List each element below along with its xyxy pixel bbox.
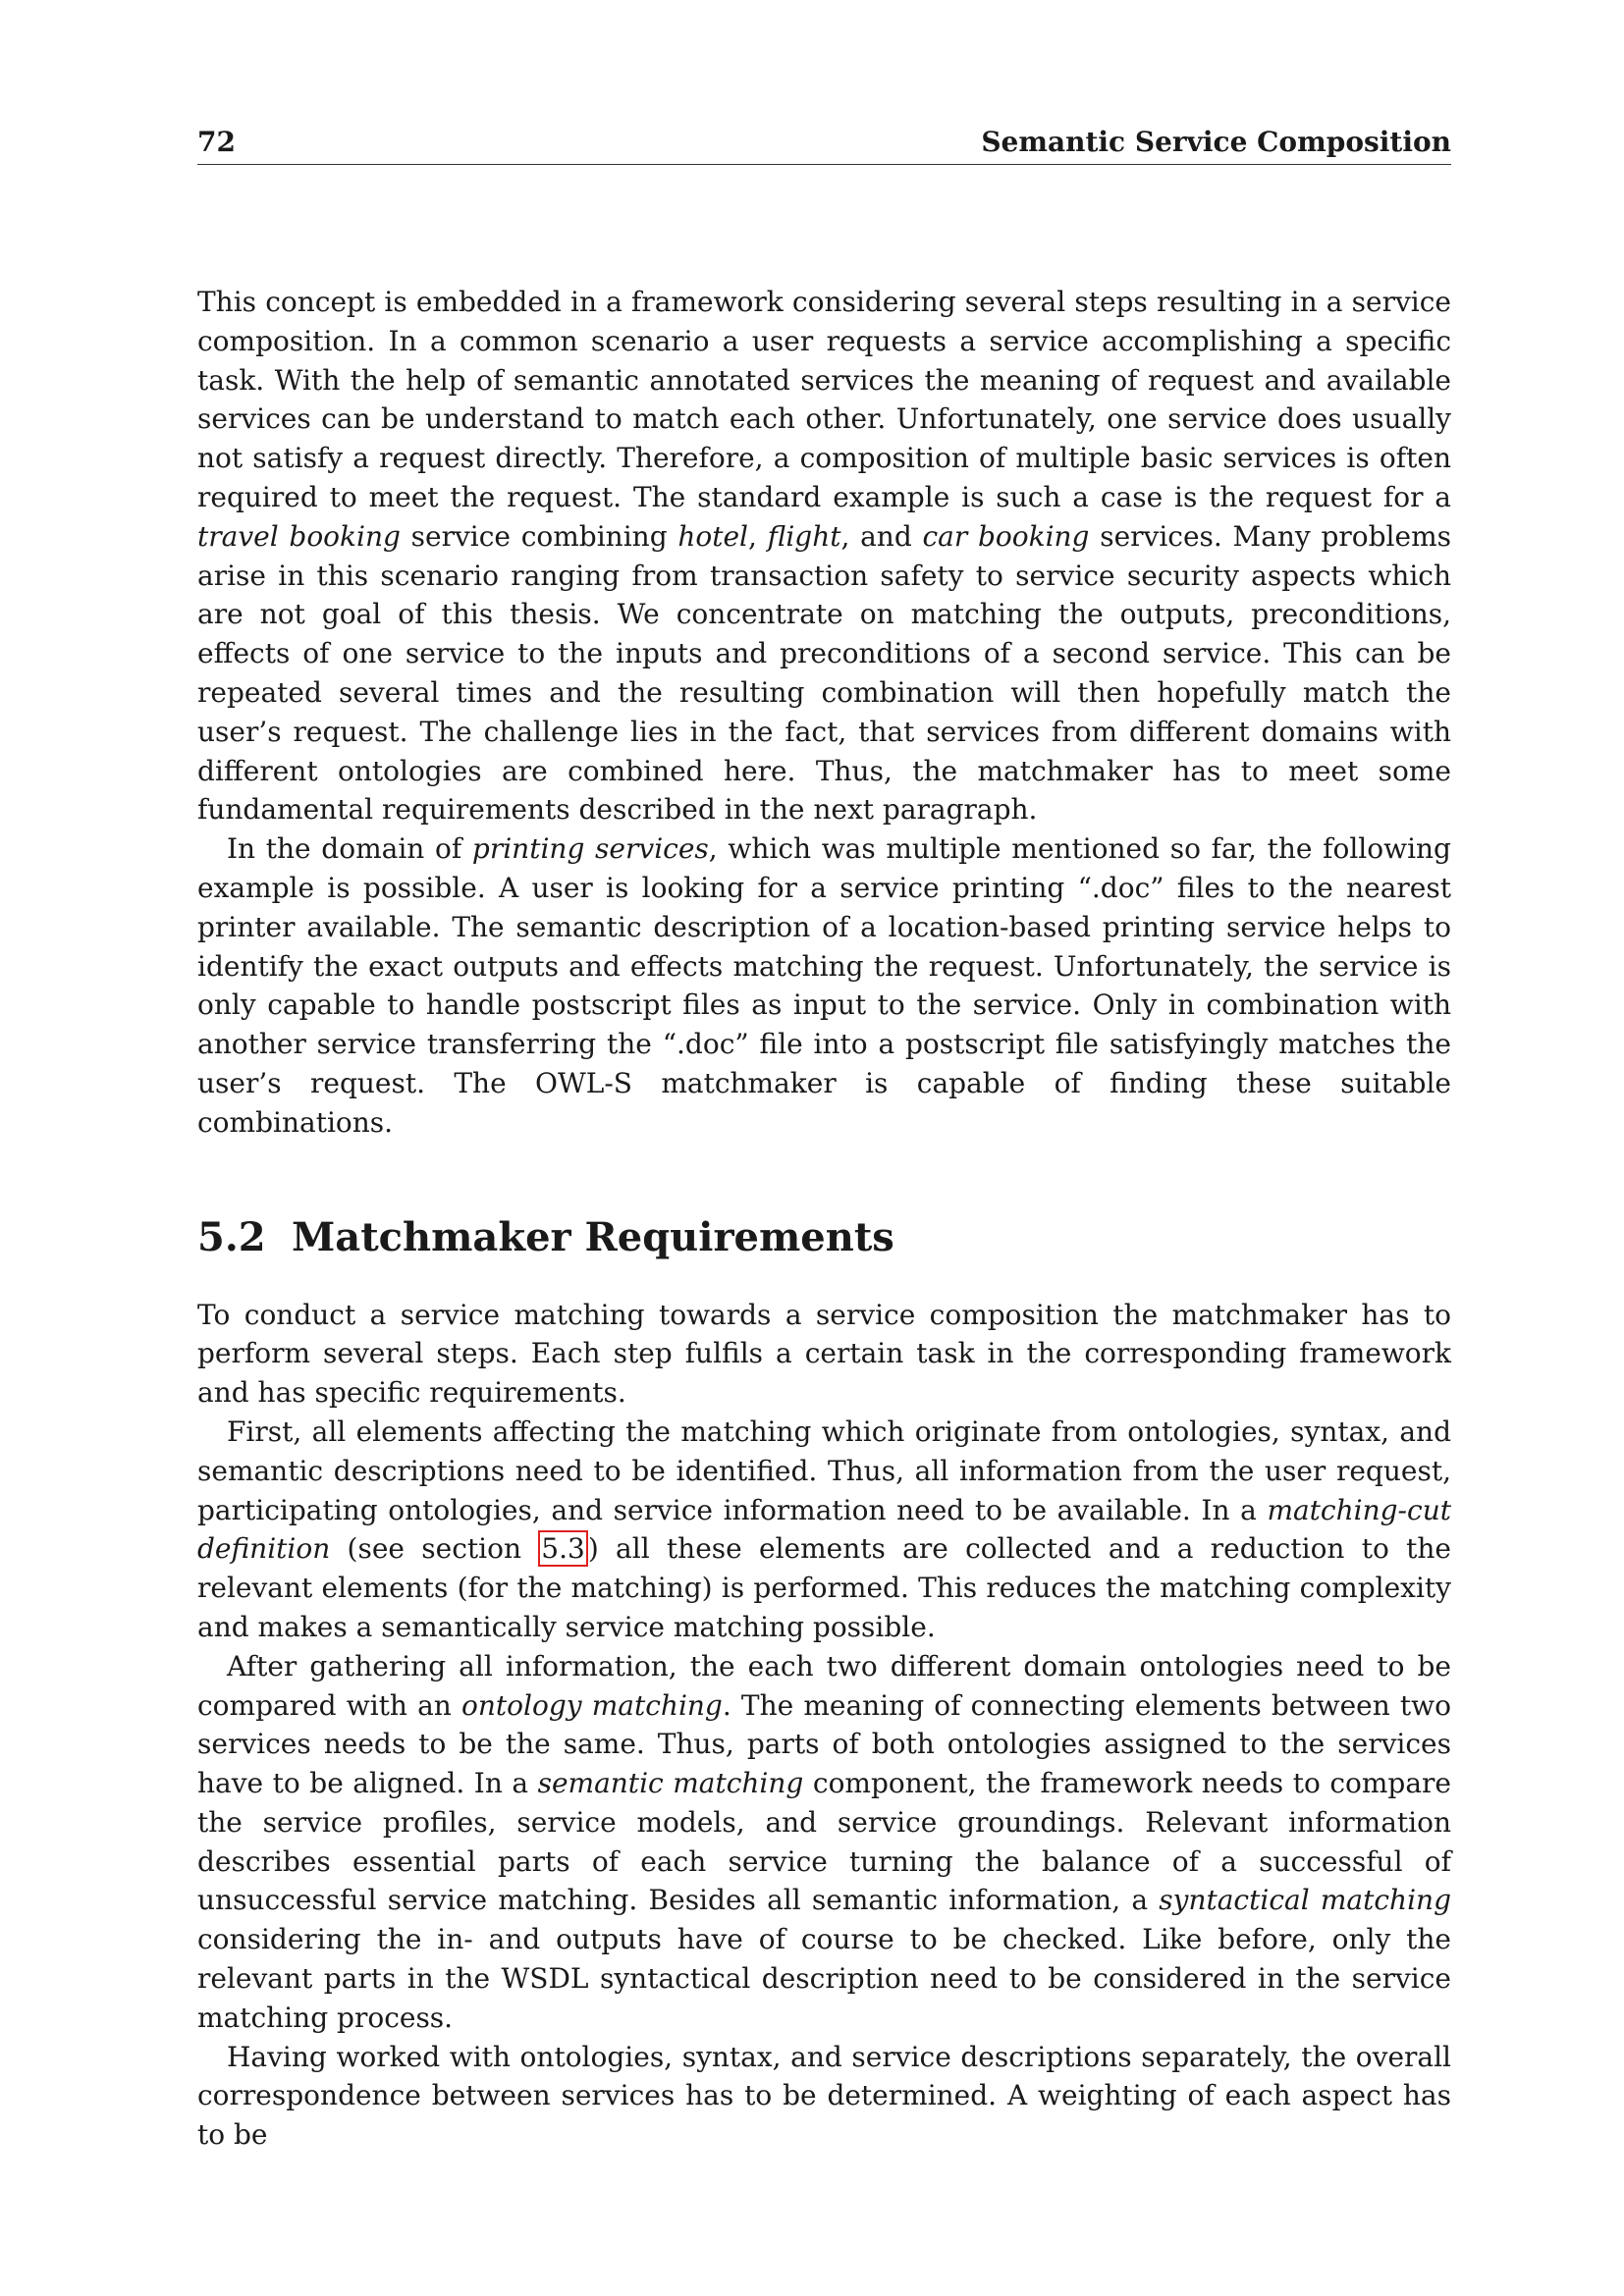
text-run: First, all elements affecting the matching which originate from ontologies, syntax, and semantic descriptions need to be identified. Thus, all information from the user request, participating ontologies, and service information need to be available. In a — [197, 1415, 1451, 1526]
text-run: services. Many problems arise in this scenario ranging from transaction safety to service security aspects which are not goal of this thesis. We concentrate on matching the outputs, preconditions, effects of one service to the inputs and preconditions of a second service. This can be repeated several times and the resulting combination will then hopefully match the user’s request. The challenge lies in the fact, that services from different domains with different ontologies are combined here. Thus, the matchmaker has to meet some fundamental requirements described in the next paragraph. — [197, 519, 1452, 827]
chapter-title: Semantic Service Composition — [981, 126, 1451, 158]
paragraph-intro-1 — [197, 283, 1451, 829]
paragraph-section-4: Having worked with ontologies, syntax, and service descriptions separately, the overall correspondence between services has to be determined. A weighting of each aspect has to be — [197, 2040, 1451, 2152]
text-run: , which was multiple mentioned so far, the following example is possible. A user is looking for a service printing “.doc” files to the nearest printer available. The semantic description of a location-based printing service helps to identify the exact outputs and effects matching the request. Unfortunately, the service is only capable to handle postscript files as input to the service. Only in combination with another service transferring the “.doc” file into a postscript file satisfyingly matches the user’s request. The OWL-S matchmaker is capable of finding these suitable combinations. — [197, 832, 1451, 1139]
emphasis-ontology-matching: ontology matching — [461, 1688, 723, 1722]
emphasis-syntactical-matching: syntactical matching — [1159, 1884, 1452, 1917]
emphasis-matching-cut-definition: matching-cut definition — [197, 1493, 1451, 1566]
section-number: 5.2 — [197, 1213, 266, 1260]
section-title: Matchmaker Requirements — [292, 1213, 894, 1260]
text-run: (see section — [330, 1532, 539, 1566]
section-heading — [197, 1213, 1451, 1262]
page-number: 72 — [197, 126, 236, 158]
text-run: service combining — [400, 519, 678, 553]
emphasis-hotel: hotel — [677, 519, 749, 553]
emphasis-semantic-matching: semantic matching — [537, 1767, 804, 1800]
emphasis-travel-booking: travel booking — [197, 519, 401, 553]
emphasis-flight: flight — [767, 519, 841, 553]
emphasis-car-booking: car booking — [922, 519, 1090, 553]
text-run: considering the in- and outputs have of course to be checked. Like before, only the relevant parts in the WSDL syntactical description need to be considered in the service matching process. — [197, 1923, 1451, 2034]
text-run: ) all these elements are collected and a reduction to the relevant elements (for the matching) is performed. This reduces the matching complexity and makes a semantically service matching possible. — [197, 1532, 1452, 1643]
paragraph-section-3 — [197, 1647, 1451, 2038]
text-run: , — [748, 519, 768, 553]
body-text — [197, 283, 1451, 2155]
text-run: , and — [840, 519, 923, 553]
paragraph-section-1: To conduct a service matching towards a service composition the matchmaker has to perform several steps. Each step fulfils a certain task in the corresponding framework and has specific requirements. — [197, 1298, 1451, 1410]
section-reference-link[interactable]: 5.3 — [538, 1530, 588, 1567]
emphasis-printing-services: printing services — [471, 832, 709, 866]
paragraph-intro-2 — [197, 829, 1451, 1142]
paragraph-section-2 — [197, 1413, 1451, 1647]
text-run: In the domain of — [227, 832, 472, 866]
running-head — [197, 126, 1451, 165]
text-run: This concept is embedded in a framework considering several steps resulting in a service composition. In a common scenario a user requests a service accomplishing a specific task. With the help of semantic annotated services the meaning of request and available services can be understand to match each other. Unfortunately, one service does usually not satisfy a request directly. Therefore, a composition of multiple basic services is often required to meet the request. The standard example is such a case is the request for a — [197, 286, 1451, 513]
text-run: After gathering all information, the each two different domain ontologies need to be compared with an — [197, 1649, 1451, 1722]
text-run: . The meaning of connecting elements between two services needs to be the same. Thus, parts of both ontologies assigned to the services have to be aligned. In a — [197, 1688, 1451, 1800]
text-run: component, the framework needs to compare the service profiles, service models, and service groundings. Relevant information describes essential parts of each service turning the balance of a successful of unsuccessful service matching. Besides all semantic information, a — [197, 1767, 1451, 1917]
